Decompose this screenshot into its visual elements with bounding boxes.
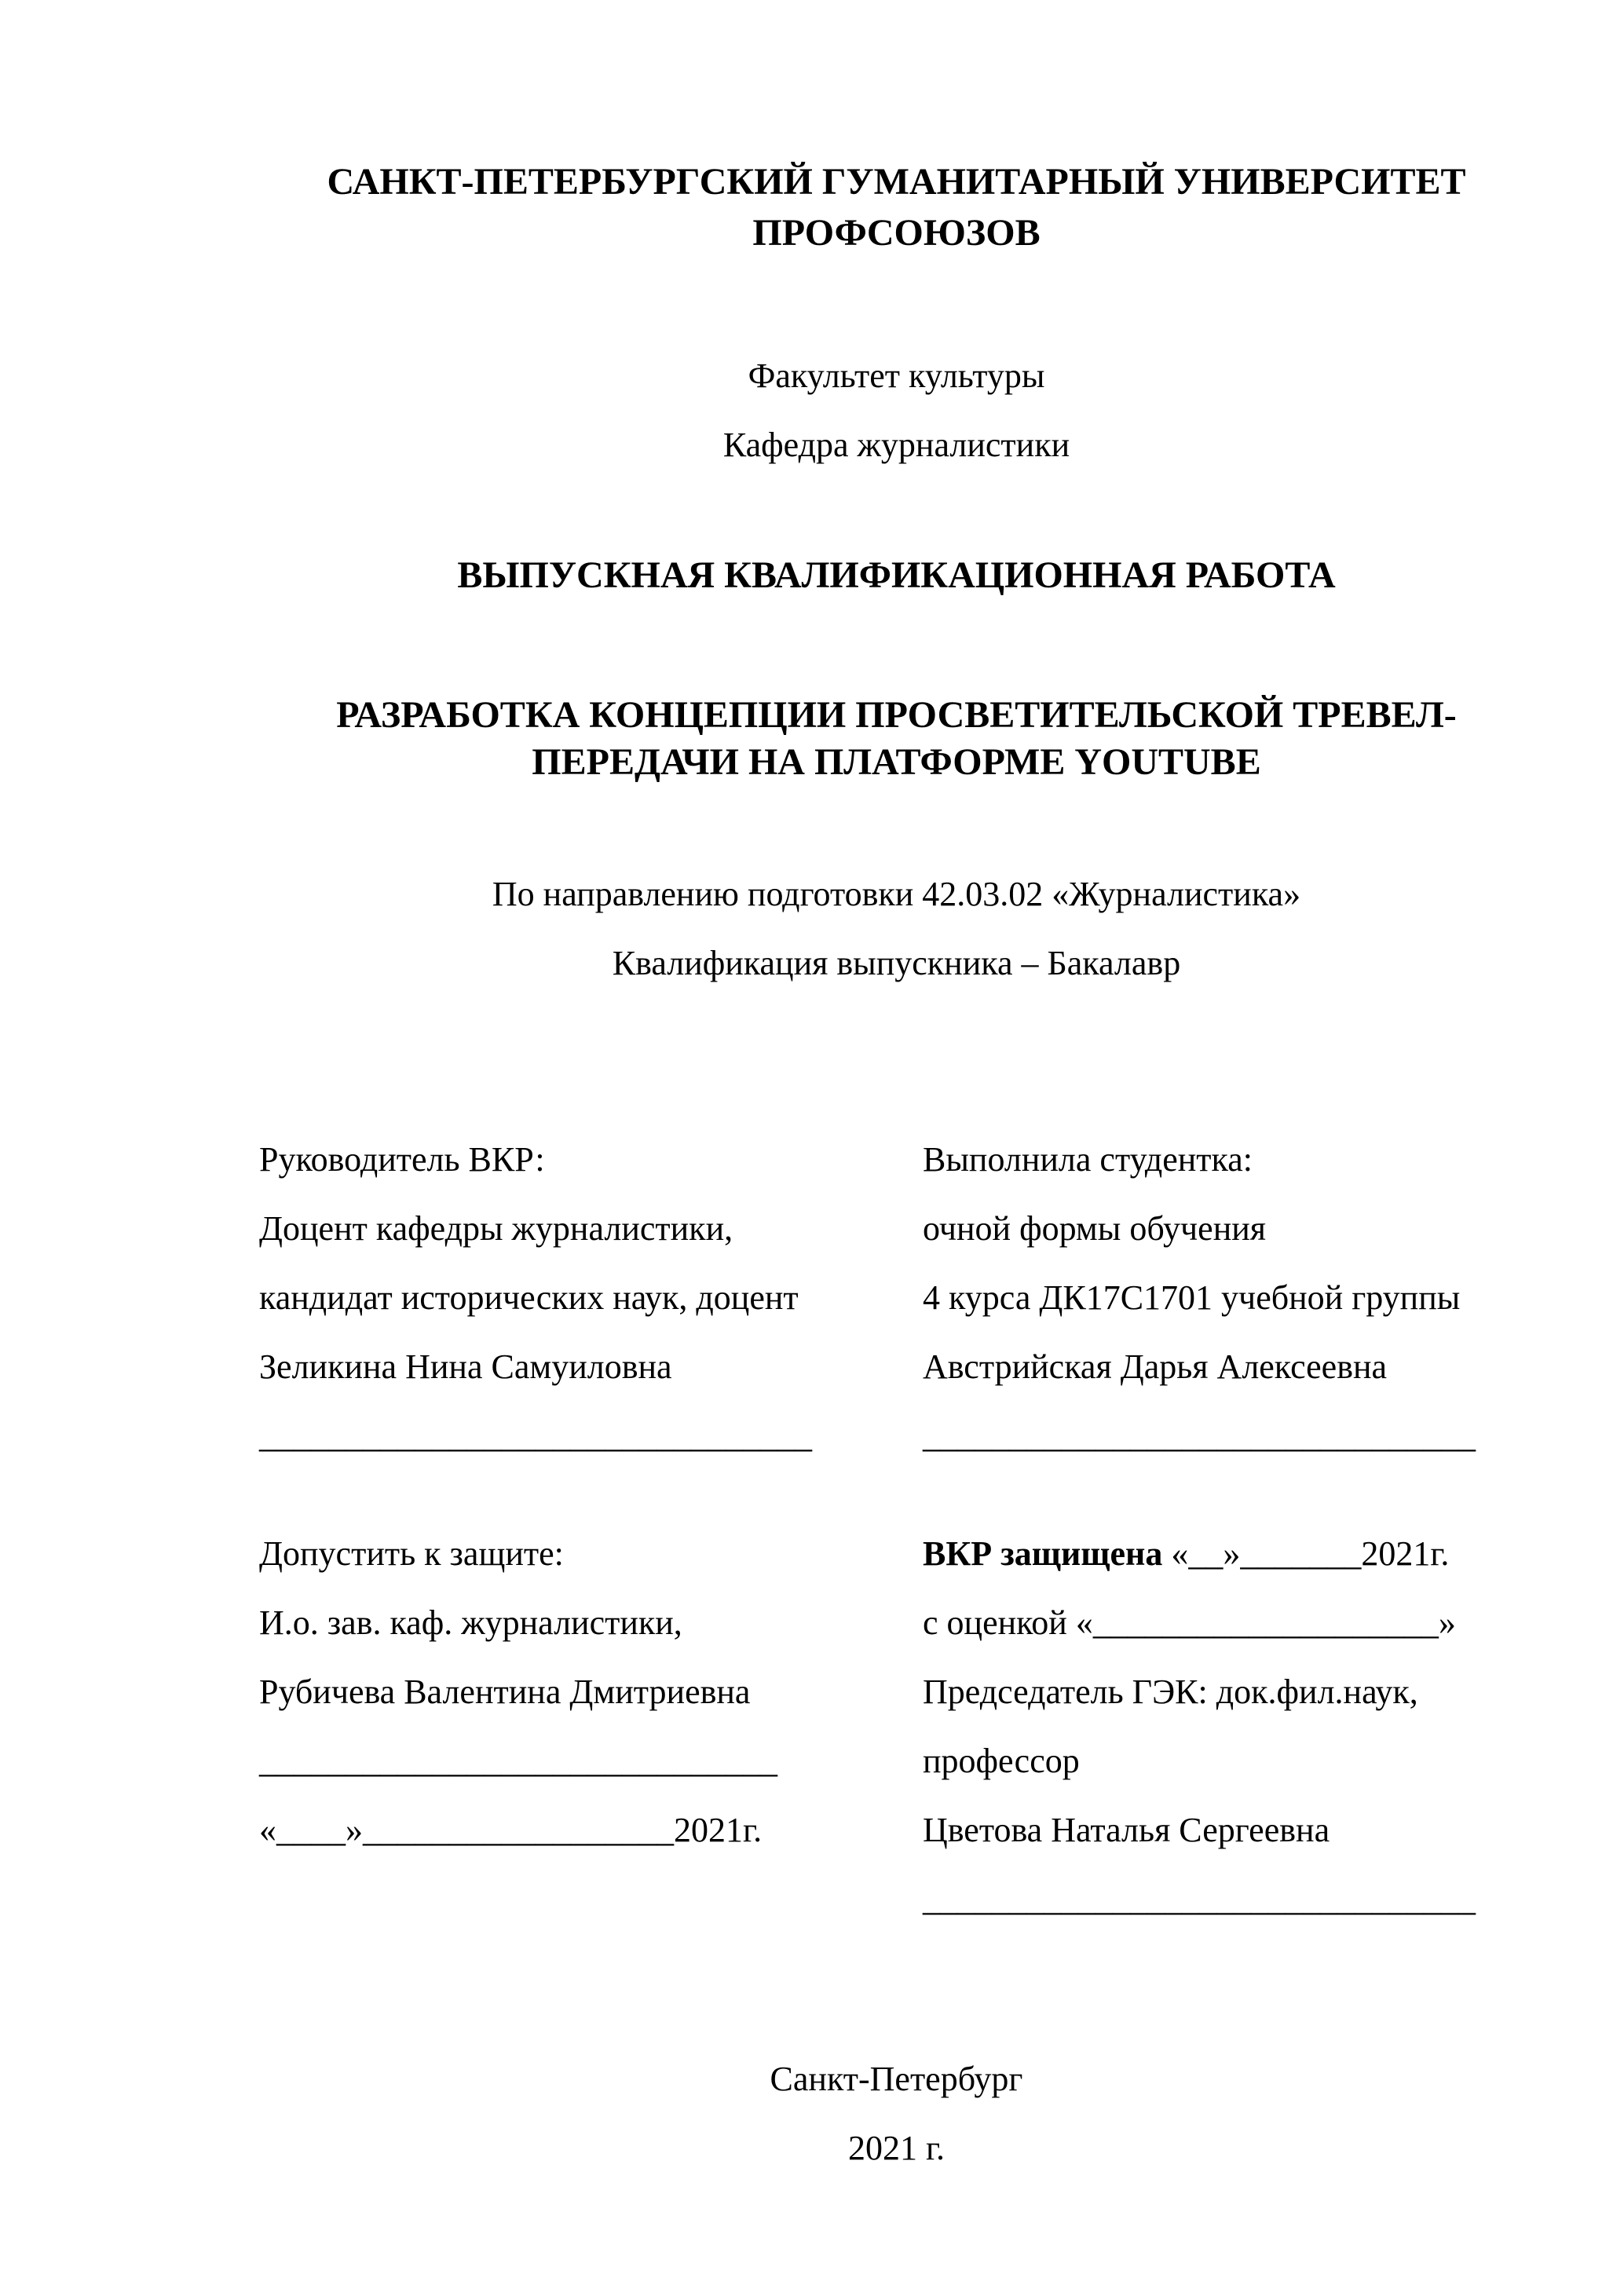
- admission-defense-section: [259, 1519, 1534, 1934]
- student-block: [923, 1125, 1534, 1471]
- supervisor-name: Зеликина Нина Самуиловна: [259, 1347, 672, 1386]
- defense-block: [923, 1519, 1534, 1934]
- admission-label: Допустить к защите:: [259, 1534, 564, 1573]
- admission-position-line: И.о. зав. каф. журналистики,: [259, 1603, 682, 1642]
- admission-signature-line: ______________________________: [259, 1741, 777, 1780]
- footer-block: [259, 2045, 1534, 2183]
- faculty-name: Факультет культуры: [748, 356, 1045, 395]
- admission-block: [259, 1519, 923, 1934]
- work-type-heading: ВЫПУСКНАЯ КВАЛИФИКАЦИОННАЯ РАБОТА: [457, 554, 1336, 596]
- defense-chair-line: Председатель ГЭК: док.фил.наук,: [923, 1672, 1418, 1711]
- supervisor-signature-line: ________________________________: [259, 1416, 812, 1455]
- direction-block: [259, 860, 1534, 998]
- supervisor-role-label: Руководитель ВКР:: [259, 1139, 545, 1179]
- city-line: Санкт-Петербург: [770, 2059, 1023, 2098]
- supervisor-student-section: [259, 1125, 1534, 1471]
- qualification-line: Квалификация выпускника – Бакалавр: [612, 943, 1181, 982]
- supervisor-degree-line: кандидат исторических наук, доцент: [259, 1278, 799, 1317]
- year-line: 2021 г.: [847, 2128, 946, 2167]
- student-form-line: очной формы обучения: [923, 1208, 1267, 1248]
- university-name: САНКТ-ПЕТЕРБУРГСКИЙ ГУМАНИТАРНЫЙ УНИВЕРСИТЕТ ПРОФСОЮЗОВ: [327, 161, 1466, 254]
- defense-label-bold: ВКР защищена: [923, 1534, 1163, 1573]
- department-name: Кафедра журналистики: [722, 425, 1070, 464]
- defense-chair-name: Цветова Наталья Сергеевна: [923, 1810, 1330, 1849]
- direction-line: По направлению подготовки 42.03.02 «Журналистика»: [492, 874, 1301, 913]
- defense-date-line: [923, 1519, 1534, 1589]
- student-group-line: 4 курса ДК17С1701 учебной группы: [923, 1278, 1461, 1317]
- student-role-label: Выполнила студентка:: [923, 1139, 1253, 1179]
- defense-signature-line: ________________________________: [923, 1879, 1476, 1918]
- work-title: РАЗРАБОТКА КОНЦЕПЦИИ ПРОСВЕТИТЕЛЬСКОЙ ТРЕВЕЛ-ПЕРЕДАЧИ НА ПЛАТФОРМЕ YOUTUBE: [336, 693, 1457, 783]
- student-name: Австрийская Дарья Алексеевна: [923, 1347, 1388, 1386]
- defense-date-rest: «__»_______2021г.: [1162, 1534, 1450, 1573]
- defense-chair-title-line: профессор: [923, 1741, 1080, 1780]
- supervisor-position-line: Доцент кафедры журналистики,: [259, 1208, 733, 1248]
- admission-date-line: «____»__________________2021г.: [259, 1810, 763, 1849]
- admission-name: Рубичева Валентина Дмитриевна: [259, 1672, 751, 1711]
- student-signature-line: ________________________________: [923, 1416, 1476, 1455]
- supervisor-block: [259, 1125, 923, 1471]
- faculty-department-block: [259, 342, 1534, 480]
- defense-grade-line: с оценкой «____________________»: [923, 1603, 1456, 1642]
